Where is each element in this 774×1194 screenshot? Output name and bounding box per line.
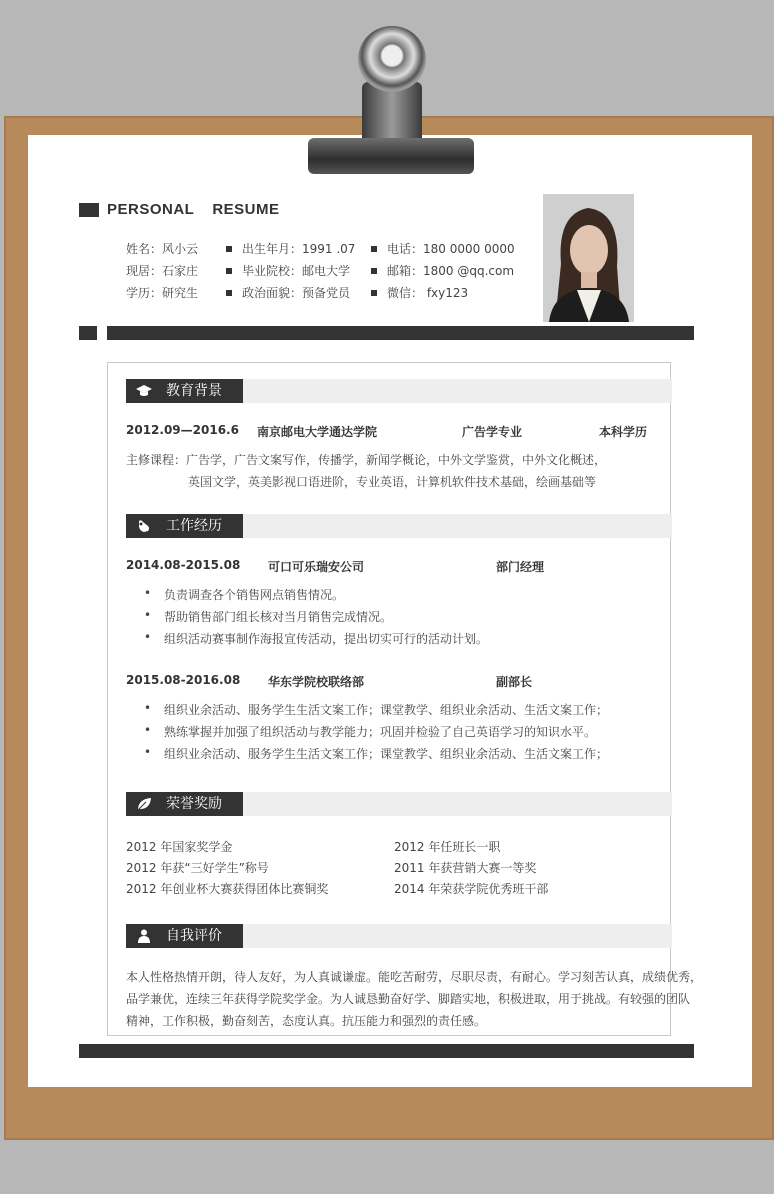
edu-degree: 本科学历	[599, 425, 648, 439]
title-marker	[79, 203, 99, 217]
job-duty: • 帮助销售部门组长核对当月销售完成情况。	[164, 608, 392, 625]
bullet-icon	[226, 290, 232, 296]
section-title: 荣誉奖励	[166, 796, 222, 812]
profile-photo	[543, 194, 634, 322]
honor-item: 2012 年创业杯大赛获得团体比赛铜奖	[126, 882, 329, 896]
job-duty: • 组织业余活动、服务学生生活文案工作；课堂教学、组织业余活动、生活文案工作；	[164, 701, 608, 718]
profile-col-1	[126, 238, 198, 304]
self-line: 精神，工作积极，勤奋刻苦，态度认真。抗压能力和强烈的责任感。	[126, 1014, 487, 1028]
job-role: 副部长	[496, 675, 533, 689]
job-company: 华东学院校联络部	[268, 675, 365, 689]
honor-item: 2012 年获“三好学生”称号	[126, 861, 269, 875]
edu-period: 2012.09—2016.6	[126, 423, 239, 437]
title-right: RESUME	[212, 201, 280, 218]
divider-bar	[107, 326, 694, 340]
clip-base	[308, 138, 474, 174]
job-duty: • 组织活动赛事制作海报宣传活动，提出切实可行的活动计划。	[164, 630, 488, 647]
honor-item: 2014 年荣获学院优秀班干部	[394, 882, 549, 896]
hand-icon	[136, 519, 152, 533]
job-period: 2015.08-2016.08	[126, 673, 241, 687]
profile-col-3	[371, 238, 515, 304]
self-line: 品学兼优，连续三年获得学院奖学金。为人诚恳勤奋好学、脚踏实地，积极进取，用于挑战。有较强的团队	[126, 992, 691, 1006]
profile-name: 姓名：风小云	[126, 242, 199, 256]
profile-location: 现居：石家庄	[126, 264, 199, 278]
bullet-icon	[371, 246, 377, 252]
bullet-icon	[226, 268, 232, 274]
divider-marker	[79, 326, 97, 340]
profile-birth: 出生年月：1991 .07	[242, 242, 356, 256]
graduation-cap-icon	[136, 384, 152, 398]
footer-bar	[79, 1044, 694, 1058]
job-company: 可口可乐瑞安公司	[268, 560, 365, 574]
honor-item: 2012 年任班长一职	[394, 840, 501, 854]
profile-wechat: 微信： fxy123	[387, 286, 469, 300]
edu-courses-line2: 英国文学，英美影视口语进阶，专业英语，计算机软件技术基础，绘画基础等	[188, 475, 597, 489]
section-head	[126, 514, 243, 538]
section-head	[126, 924, 243, 948]
section-title: 自我评价	[166, 928, 222, 944]
profile-education: 学历：研究生	[126, 286, 199, 300]
title-left: PERSONAL	[107, 201, 195, 218]
job-role: 部门经理	[496, 560, 545, 574]
edu-major: 广告学专业	[462, 425, 523, 439]
self-line: 本人性格热情开朗，待人友好，为人真诚谦虚。能吃苦耐劳，尽职尽责，有耐心。学习刻苦认真，成绩优秀，	[126, 970, 703, 984]
bullet-icon	[226, 246, 232, 252]
leaf-icon	[136, 797, 152, 811]
job-duty: • 熟练掌握并加强了组织活动与教学能力；巩固并检验了自己英语学习的知识水平。	[164, 723, 596, 740]
profile-politics: 政治面貌：预备党员	[242, 286, 351, 300]
bullet-icon	[371, 268, 377, 274]
clip-ring	[358, 26, 426, 92]
profile-col-2	[226, 238, 355, 304]
section-head	[126, 792, 243, 816]
section-head	[126, 379, 243, 403]
profile-school: 毕业院校：邮电大学	[242, 264, 351, 278]
edu-courses-line1: 主修课程：广告学，广告文案写作，传播学，新闻学概论，中外文学鉴赏，中外文化概述，	[126, 453, 607, 467]
job-duty: • 组织业余活动、服务学生生活文案工作；课堂教学、组织业余活动、生活文案工作；	[164, 745, 608, 762]
job-period: 2014.08-2015.08	[126, 558, 241, 572]
profile-phone: 电话：180 0000 0000	[387, 242, 515, 256]
honor-item: 2012 年国家奖学金	[126, 840, 233, 854]
bullet-icon	[371, 290, 377, 296]
honor-item: 2011 年获营销大赛一等奖	[394, 861, 537, 875]
job-duty: • 负责调查各个销售网点销售情况。	[164, 586, 344, 603]
section-title: 工作经历	[166, 518, 222, 534]
edu-school: 南京邮电大学通达学院	[257, 425, 378, 439]
profile-email: 邮箱：1800 @qq.com	[387, 264, 515, 278]
person-icon	[136, 929, 152, 943]
section-title: 教育背景	[166, 383, 222, 399]
resume-title	[107, 201, 280, 218]
